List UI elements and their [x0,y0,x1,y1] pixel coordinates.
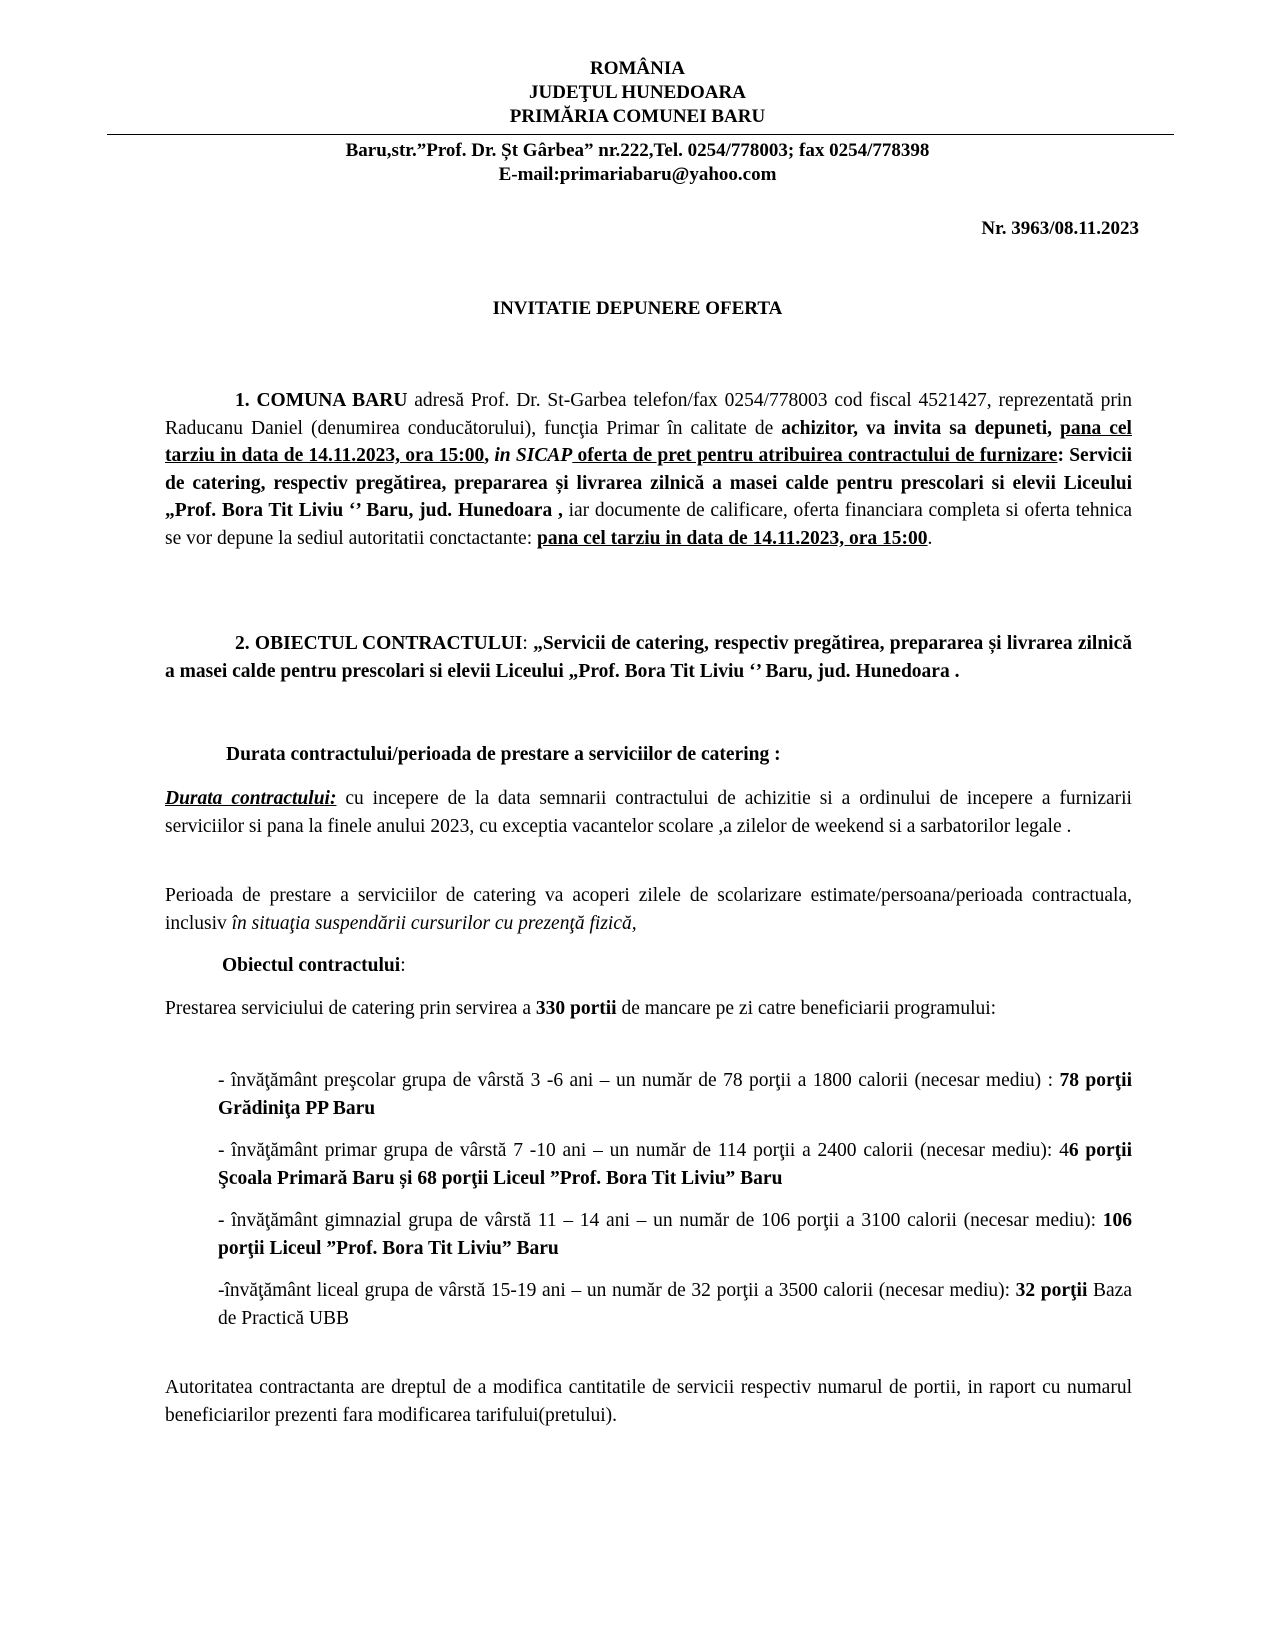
period-italic: în situaţia suspendării cursurilor cu prezenţă fizică, [231,912,637,934]
section-1-offer: oferta de pret pentru atribuirea contractului de furnizare [572,445,1058,467]
section-1-text-4: : Servicii de catering, respectiv pregătirea, prepararea și livrarea zilnică a masei calde pentru prescolari si elevii Liceului „Prof. Bora Tit Liviu ‘’ Baru, jud. Hunedoara , [165,445,1133,522]
header-country: ROMÂNIA [590,58,685,79]
service-paragraph [165,995,1132,1023]
object-heading-colon: : [400,955,406,976]
duration-label: Durata contractului: [165,788,337,809]
document-title: INVITATIE DEPUNERE OFERTA [492,298,783,319]
section-1-text-1: adresă Prof. Dr. St-Garbea telefon/fax 0254/778003 cod fiscal 4521427, reprezentată prin Raducanu Daniel (denumirea conducătorului), funcţia Primar în calitate de [165,390,1132,439]
section-2-colon: : [522,633,534,654]
final-paragraph: Autoritatea contractanta are dreptul de a modifica cantitatile de servicii respectiv numarul de portii, in raport cu numarul beneficiarilor prezenti fara modificarea tarifului(pretului). [165,1377,1132,1426]
list-item [218,1137,1132,1192]
duration-paragraph [165,785,1132,840]
section-1-text-3: , [484,445,495,467]
group-bold: 106 porţii Liceul ”Prof. Bora Tit Liviu” Baru [218,1210,1132,1259]
section-2-text: „Servicii de catering, respectiv pregătirea, prepararea și livrarea zilnică a masei calde pentru prescolari si elevii Liceului „Prof. Bora Tit Liviu ‘’ Baru, jud. Hunedoara . [165,633,1132,682]
group-text: -învăţământ liceal grupa de vârstă 15-19 ani – un număr de 32 porţii a 3500 calorii (necesar mediu): [218,1280,1016,1301]
duration-heading: Durata contractului/perioada de prestare a serviciilor de catering : [226,744,781,765]
header-email: E-mail:primariabaru@yahoo.com [498,164,777,185]
section-2-label: 2. OBIECTUL CONTRACTULUI [235,633,523,654]
service-portions: 330 portii [535,998,617,1019]
group-bold: 32 porţii [1015,1280,1088,1301]
group-text: - învăţământ preşcolar grupa de vârstă 3 -6 ani – un număr de 78 porţii a 1800 calorii (necesar mediu) : [218,1070,1060,1091]
list-item [218,1067,1132,1122]
section-1-deadline-2: pana cel tarziu in data de 14.11.2023, ora 15:00 [537,527,928,549]
duration-text: cu incepere de la data semnarii contractului de achizitie si a ordinului de incepere a furnizarii serviciilor si pana la finele anului 2023, cu exceptia vacantelor scolare ,a zilelor de weekend si a sarbatorilor legale . [165,788,1132,837]
group-text: - învăţământ gimnazial grupa de vârstă 11 – 14 ani – un număr de 106 porţii a 3100 calorii (necesar mediu): [218,1210,1103,1231]
object-heading-label: Obiectul contractului [222,955,401,976]
group-text-2: Baza de Practică UBB [218,1280,1132,1329]
group-bold: 78 porţii Grădiniţa PP Baru [218,1070,1132,1119]
section-1-text-5: iar documente de calificare, oferta financiara completa si oferta tehnica se vor depune la sediul autoritatii conctactante: [165,500,1133,549]
section-1-deadline-1: pana cel tarziu in data de 14.11.2023, ora 15:00 [165,417,1132,467]
object-heading [222,955,406,977]
period-paragraph [165,882,1132,937]
header-address: Baru,str.”Prof. Dr. Șt Gârbea” nr.222,Tel. 0254/778003; fax 0254/778398 [345,140,930,161]
section-1-label: 1. COMUNA BARU [235,390,408,411]
group-bold: 6 porţii Şcoala Primară Baru și 68 porţii Liceul ”Prof. Bora Tit Liviu” Baru [218,1140,1132,1189]
header-county: JUDEŢUL HUNEDOARA [529,82,746,103]
contact-block [0,139,1275,187]
section-1-text-6: . [927,527,933,549]
section-1-sicap: in SICAP [494,445,573,467]
period-text: Perioada de prestare a serviciilor de catering va acoperi zilele de scolarizare estimate/persoana/perioada contractuala, inclusiv [165,885,1132,934]
section-2-paragraph [165,630,1132,685]
section-1-paragraph [165,387,1132,553]
section-1-text-2: achizitor, va invita sa depuneti, [781,417,1061,439]
group-text: - învăţământ primar grupa de vârstă 7 -10 ani – un număr de 114 porţii a 2400 calorii (necesar mediu): 4 [218,1140,1069,1161]
service-text-1: Prestarea serviciului de catering prin servirea a [165,998,536,1019]
letterhead [0,57,1275,129]
header-divider [107,134,1174,135]
list-item [218,1277,1132,1332]
header-office: PRIMĂRIA COMUNEI BARU [509,106,766,127]
document-number: Nr. 3963/08.11.2023 [981,218,1139,239]
list-item [218,1207,1132,1262]
service-text-2: de mancare pe zi catre beneficiarii programului: [616,998,997,1019]
